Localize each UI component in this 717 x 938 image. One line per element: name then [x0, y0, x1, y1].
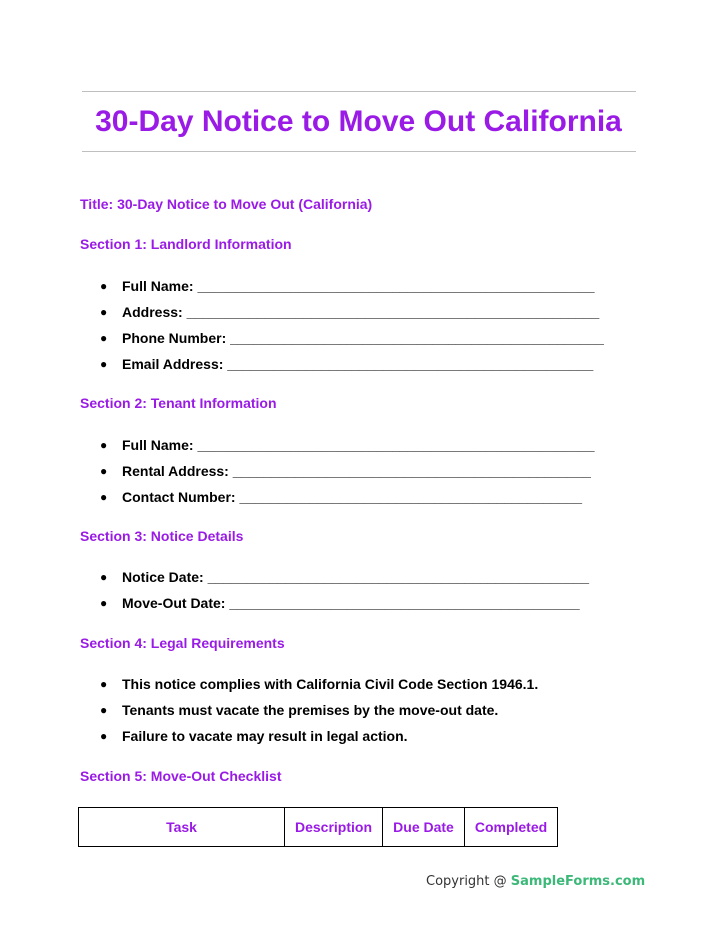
column-header-due-date: Due Date [383, 808, 465, 847]
list-item: ● Email Address: _______________________________________________ [100, 356, 594, 372]
title-bottom-rule [82, 151, 636, 152]
list-item: ● Phone Number: ________________________________________________ [100, 330, 604, 346]
list-item: ● Move-Out Date: _____________________________________________ [100, 595, 580, 611]
page-title: 30-Day Notice to Move Out California [95, 105, 622, 138]
table-header-row [79, 808, 558, 847]
bullet-icon: ● [100, 729, 108, 743]
bullet-icon: ● [100, 490, 108, 504]
bullet-icon: ● [100, 703, 108, 717]
column-header-task: Task [79, 808, 285, 847]
list-item: ● Rental Address: ______________________________________________ [100, 463, 591, 479]
list-item: ● Failure to vacate may result in legal action. [100, 728, 408, 744]
column-header-completed: Completed [465, 808, 558, 847]
section-4-heading: Section 4: Legal Requirements [80, 635, 285, 651]
copyright-footer [426, 874, 645, 889]
bullet-icon: ● [100, 438, 108, 452]
brand-link[interactable]: SampleForms.com [510, 874, 646, 889]
list-item: ● Address: _____________________________________________________ [100, 304, 600, 320]
document-title-line: Title: 30-Day Notice to Move Out (California) [80, 196, 373, 212]
bullet-icon: ● [100, 596, 108, 610]
bullet-icon: ● [100, 331, 108, 345]
bullet-icon: ● [100, 570, 108, 584]
list-item: ● Tenants must vacate the premises by the move-out date. [100, 702, 499, 718]
section-2-heading: Section 2: Tenant Information [80, 395, 277, 411]
list-item: ● This notice complies with California Civil Code Section 1946.1. [100, 676, 539, 692]
section-3-list [100, 568, 589, 620]
section-3-heading: Section 3: Notice Details [80, 528, 244, 544]
bullet-icon: ● [100, 464, 108, 478]
bullet-icon: ● [100, 305, 108, 319]
list-item: ● Full Name: ___________________________________________________ [100, 278, 595, 294]
list-item: ● Notice Date: _________________________________________________ [100, 569, 590, 585]
section-4-list [100, 675, 538, 753]
section-2-list [100, 436, 595, 514]
column-header-description: Description [285, 808, 383, 847]
section-5-heading: Section 5: Move-Out Checklist [80, 768, 282, 784]
list-item: ● Contact Number: ____________________________________________ [100, 489, 583, 505]
list-item: ● Full Name: ___________________________________________________ [100, 437, 595, 453]
section-1-heading: Section 1: Landlord Information [80, 236, 292, 252]
bullet-icon: ● [100, 357, 108, 371]
bullet-icon: ● [100, 279, 108, 293]
section-1-list [100, 277, 604, 381]
move-out-checklist-table [78, 807, 558, 847]
title-top-rule [82, 91, 636, 92]
bullet-icon: ● [100, 677, 108, 691]
copyright-text: Copyright @ [426, 874, 511, 889]
